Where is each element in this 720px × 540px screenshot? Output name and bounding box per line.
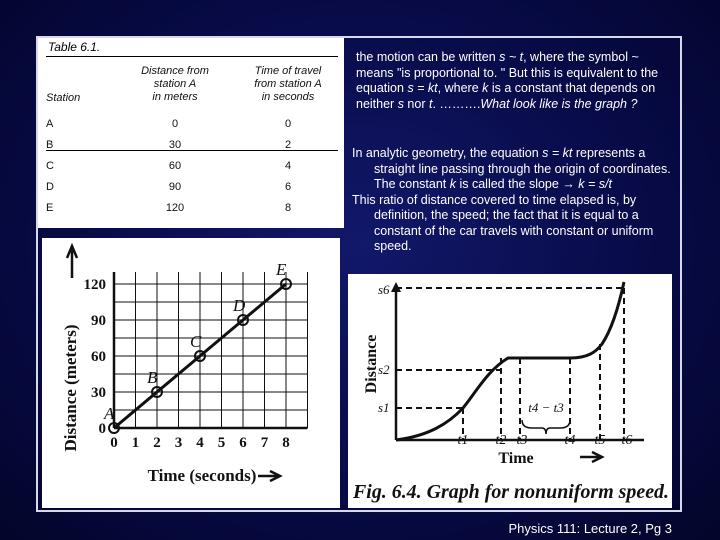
para1-italic-5: t xyxy=(428,96,433,111)
cell-time-c: 4 xyxy=(284,160,292,172)
table-title: Table 6.1. xyxy=(48,40,101,54)
header-time-line-2: from station A xyxy=(254,78,322,90)
cell-distance-e: 120 xyxy=(165,202,185,214)
cell-distance-a: 0 xyxy=(171,118,179,130)
graph1-xtick-label: 6 xyxy=(239,435,247,451)
para1-question: What look like is the graph ? xyxy=(480,96,638,111)
graph2-caption: Fig. 6.4. Graph for nonuniform speed. xyxy=(352,481,669,503)
para1-text-4: is a constant that depends on neither xyxy=(356,81,656,111)
graph1-point-label: E xyxy=(276,260,287,279)
graph2-xlabel: Time xyxy=(498,450,534,467)
nonuniform-speed-graph xyxy=(348,274,672,508)
cell-distance-b: 30 xyxy=(168,139,182,151)
para2-text-2: represents a straight line passing through the origin of coordinates. The constant xyxy=(374,146,671,191)
graph2-distance-curve xyxy=(396,282,624,440)
para2-slope-formula: k = s/t xyxy=(574,177,612,191)
para1-italic-3: k xyxy=(482,81,489,95)
header-time xyxy=(238,65,338,104)
header-distance-line-3: in meters xyxy=(152,91,198,103)
graph2-interval-label: t4 − t3 xyxy=(528,400,564,415)
para1-text-6: . ………. xyxy=(432,96,481,111)
cell-distance-c: 60 xyxy=(168,160,182,172)
para1-text-3: , where xyxy=(437,81,483,95)
cell-station-b: B xyxy=(46,139,54,151)
header-distance-line-2: station A xyxy=(153,78,197,90)
cell-time-e: 8 xyxy=(284,202,292,214)
table-6-1-panel xyxy=(38,38,344,228)
graph1-ytick-label: 90 xyxy=(91,313,106,329)
graph1-ytick-label: 60 xyxy=(91,349,106,365)
para1-text-5: nor xyxy=(403,96,429,111)
text-paragraph-2 xyxy=(352,146,674,255)
para1-italic-2: s = kt xyxy=(407,81,438,95)
graph1-points xyxy=(103,260,291,433)
graph1-xtick-label: 4 xyxy=(196,435,204,451)
para1-italic-1: s ~ t xyxy=(499,50,524,64)
cell-station-a: A xyxy=(46,118,54,130)
graph2-ytick-s1: s1 xyxy=(378,400,390,415)
graph1-xtick-label: 2 xyxy=(153,435,161,451)
header-distance-line-1: Distance from xyxy=(141,65,209,77)
cell-station-e: E xyxy=(46,202,54,214)
graph1-xtick-label: 3 xyxy=(174,435,183,451)
cell-distance-d: 90 xyxy=(168,181,182,193)
graph2-xtick-t4: t4 xyxy=(564,433,576,448)
graph2-guide-lines xyxy=(396,288,624,440)
analytic-geometry-paragraph xyxy=(352,146,674,193)
cell-time-b: 2 xyxy=(284,139,292,151)
graph2-interval-brace xyxy=(522,420,570,434)
graph2-ytick-s6: s6 xyxy=(378,282,390,297)
graph1-xtick-label: 7 xyxy=(260,435,269,451)
graph1-ytick-label: 0 xyxy=(98,421,106,437)
para2-text-1: In analytic geometry, the equation xyxy=(352,146,543,160)
graph1-y-arrow-icon xyxy=(67,246,77,278)
cell-station-d: D xyxy=(46,181,54,193)
cell-time-a: 0 xyxy=(284,118,292,130)
graph1-ytick-label: 120 xyxy=(83,277,106,293)
speed-definition-paragraph: This ratio of distance covered to time elapsed is, by definition, the speed; the fact that it is equal to a constant of the car travels with constant or uniform speed. xyxy=(352,192,654,253)
graph1-xtick-label: 8 xyxy=(282,435,290,451)
para2-text-3: is called the slope xyxy=(456,177,563,191)
graph1-xlabel: Time (seconds) xyxy=(147,466,257,485)
graph2-ylabel: Distance xyxy=(363,334,380,394)
para1-text-1: the motion can be written xyxy=(356,50,500,64)
graph2-x-arrow-icon xyxy=(580,452,602,462)
text-paragraph-1 xyxy=(356,50,674,112)
graph2-xtick-t1: t1 xyxy=(457,433,469,448)
graph2-xtick-t6: t6 xyxy=(621,433,633,448)
slide-footer: Physics 111: Lecture 2, Pg 3 xyxy=(508,521,672,536)
graph1-point-label: B xyxy=(147,368,158,387)
cell-station-c: C xyxy=(46,160,54,172)
graph1-point-label: D xyxy=(233,296,246,315)
header-distance xyxy=(130,65,220,104)
graph1-xtick-label: 5 xyxy=(217,435,226,451)
uniform-speed-graph xyxy=(42,238,340,508)
header-time-line-3: in seconds xyxy=(261,91,315,103)
graph1-ylabel: Distance (meters) xyxy=(61,324,80,452)
graph2-xtick-t3: t3 xyxy=(516,433,528,448)
header-station: Station xyxy=(46,92,81,104)
graph1-x-arrow-icon xyxy=(258,471,280,481)
para2-italic-2: k xyxy=(449,177,456,191)
header-time-line-1: Time of travel xyxy=(254,65,322,77)
graph1-point-label: C xyxy=(190,332,202,351)
uniform-speed-graph-panel xyxy=(42,238,340,508)
nonuniform-speed-graph-panel xyxy=(348,274,672,508)
para1-italic-4: s xyxy=(397,96,404,111)
graph1-ytick-label: 30 xyxy=(91,385,106,401)
graph1-point-label: A xyxy=(104,404,115,423)
graph2-ytick-s2: s2 xyxy=(378,362,390,377)
para2-italic-1: s = kt xyxy=(542,146,573,160)
graph1-xtick-label: 1 xyxy=(131,435,140,451)
cell-time-d: 6 xyxy=(284,181,292,193)
para1-text-2: , where the symbol ~ means "is proportional to. " But this is equivalent to the equation xyxy=(356,50,659,95)
graph2-xtick-t2: t2 xyxy=(495,433,507,448)
graph2-xtick-t5: t5 xyxy=(594,433,606,448)
graph1-xtick-label: 0 xyxy=(110,435,118,451)
right-arrow-icon: → xyxy=(562,177,575,191)
table-top-rule xyxy=(46,56,338,57)
